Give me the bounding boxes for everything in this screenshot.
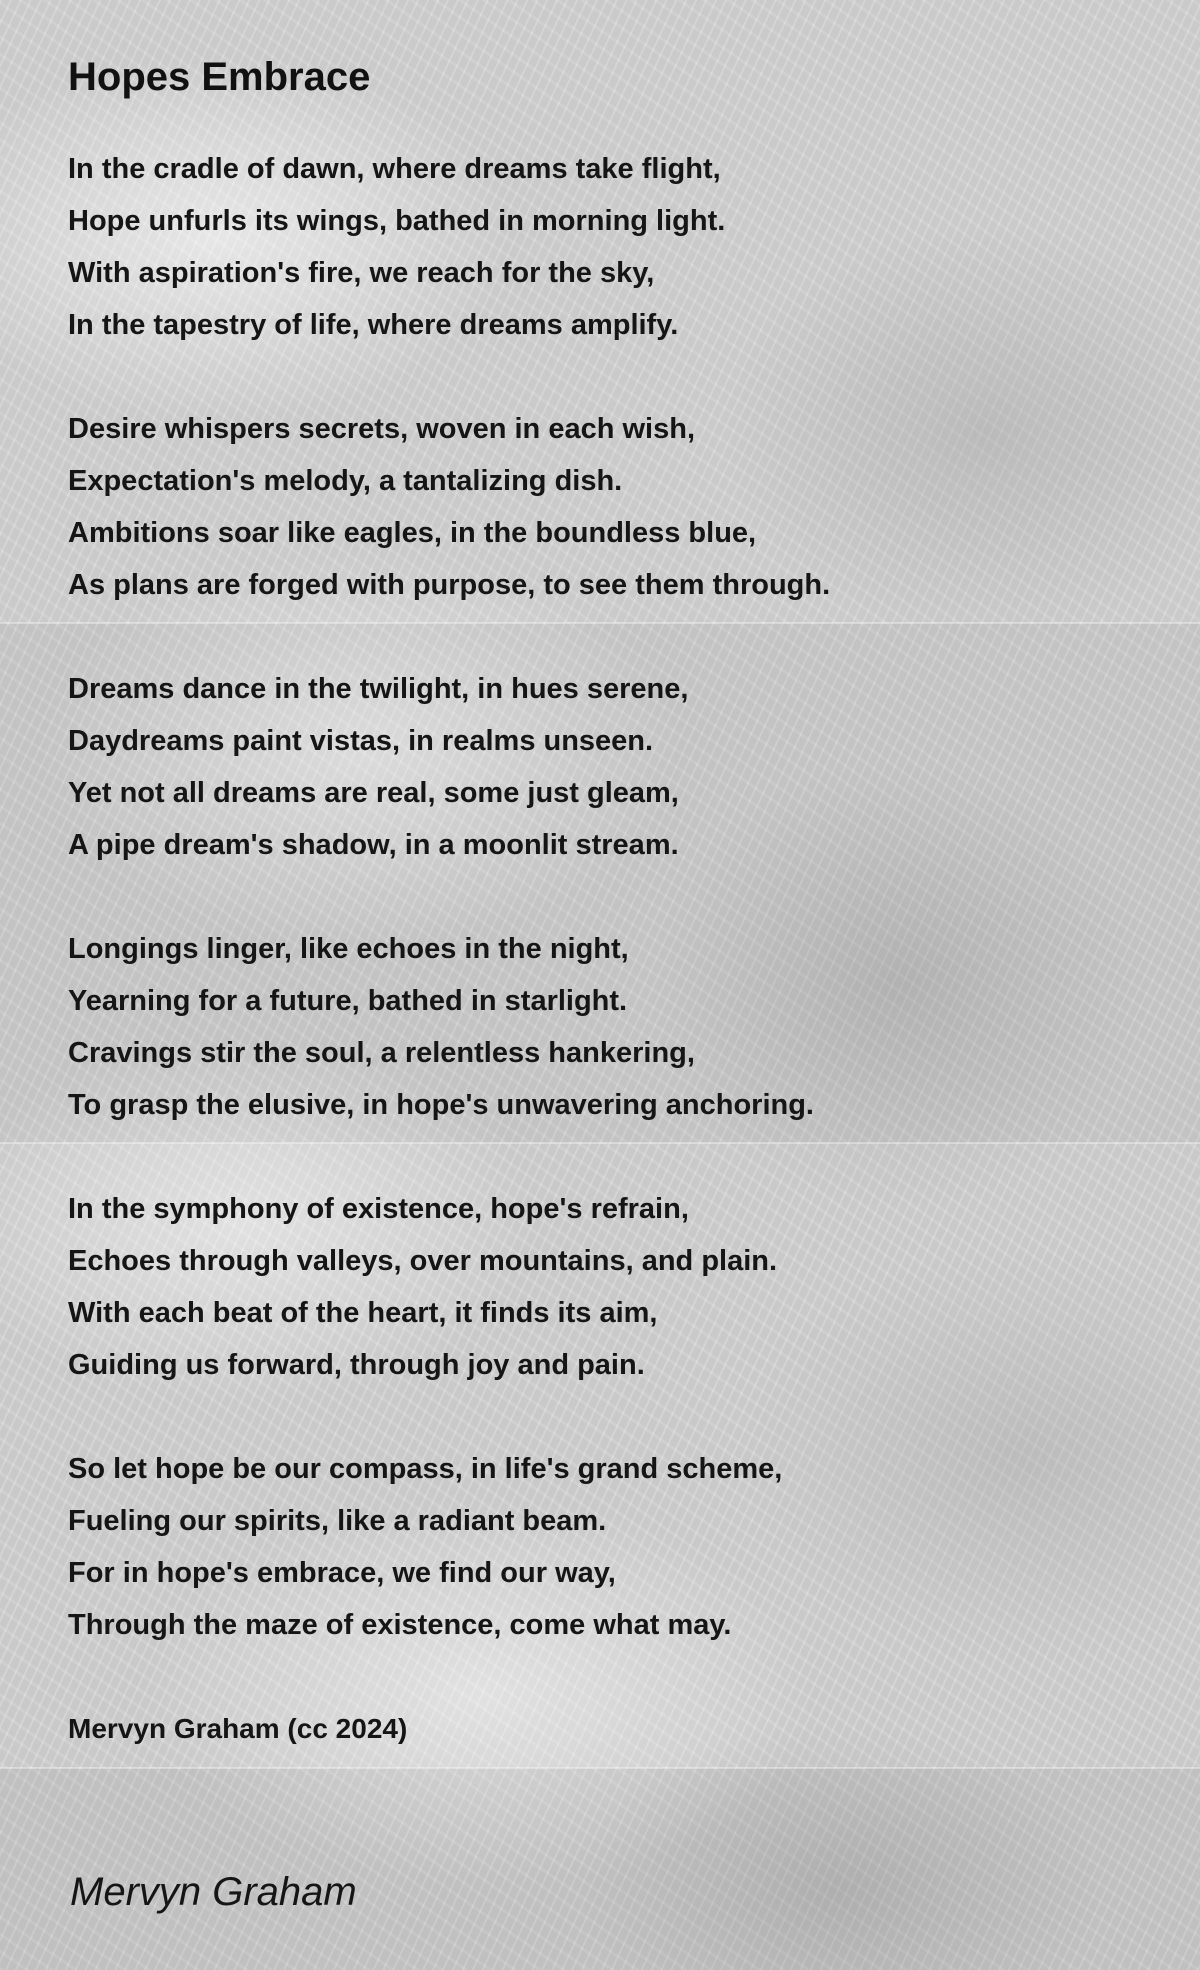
- poem-line: With each beat of the heart, it finds its aim,: [68, 1297, 658, 1329]
- poem-line: Expectation's melody, a tantalizing dish.: [68, 465, 623, 497]
- poem-line: In the symphony of existence, hope's refrain,: [68, 1193, 689, 1225]
- poem-line: Guiding us forward, through joy and pain.: [68, 1349, 645, 1381]
- poem-line: Longings linger, like echoes in the night,: [68, 933, 629, 965]
- poem-line: In the tapestry of life, where dreams amplify.: [68, 309, 679, 341]
- poem-line: Hope unfurls its wings, bathed in morning light.: [68, 205, 726, 237]
- poem-line: Echoes through valleys, over mountains, and plain.: [68, 1245, 778, 1277]
- poem-line: Ambitions soar like eagles, in the boundless blue,: [68, 517, 757, 549]
- poem-line: Through the maze of existence, come what may.: [68, 1609, 732, 1641]
- poem-line: Yearning for a future, bathed in starlight.: [68, 985, 628, 1017]
- poem-stanza-6: [68, 1443, 1148, 1651]
- poem-stanza-5: [68, 1183, 1148, 1391]
- band-divider: [0, 1767, 1200, 1769]
- poem-title: Hopes Embrace: [68, 55, 371, 99]
- poem-line: In the cradle of dawn, where dreams take flight,: [68, 153, 721, 185]
- poem-line: A pipe dream's shadow, in a moonlit stream.: [68, 829, 679, 861]
- poem-line: Fueling our spirits, like a radiant beam.: [68, 1505, 607, 1537]
- poem-stanza-2: [68, 403, 1148, 611]
- poem-stanza-3: [68, 663, 1148, 871]
- poem-line: Cravings stir the soul, a relentless hankering,: [68, 1037, 695, 1069]
- poem-page: [68, 50, 1148, 1755]
- poem-body: [68, 143, 1148, 1755]
- poem-line: Daydreams paint vistas, in realms unseen.: [68, 725, 654, 757]
- poem-stanza-1: [68, 143, 1148, 351]
- poem-line: Dreams dance in the twilight, in hues serene,: [68, 673, 689, 705]
- author-name: Mervyn Graham: [70, 1870, 357, 1914]
- poem-line: As plans are forged with purpose, to see them through.: [68, 569, 831, 601]
- poem-line: Desire whispers secrets, woven in each wish,: [68, 413, 695, 445]
- poem-stanza-4: [68, 923, 1148, 1131]
- poem-line: So let hope be our compass, in life's grand scheme,: [68, 1453, 783, 1485]
- poem-line: For in hope's embrace, we find our way,: [68, 1557, 616, 1589]
- poem-line: With aspiration's fire, we reach for the sky,: [68, 257, 655, 289]
- poem-credit: Mervyn Graham (cc 2024): [68, 1713, 408, 1744]
- poem-line: To grasp the elusive, in hope's unwavering anchoring.: [68, 1089, 814, 1121]
- poem-line: Yet not all dreams are real, some just gleam,: [68, 777, 679, 809]
